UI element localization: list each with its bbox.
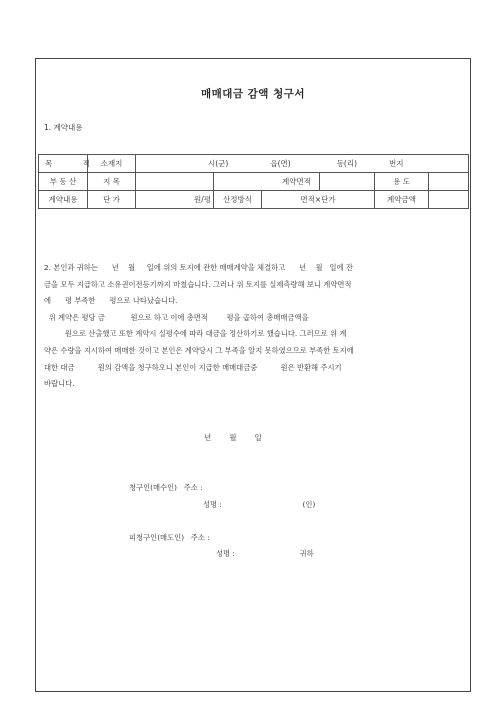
contract-amount-value [429, 191, 469, 209]
table-row [39, 173, 469, 191]
date-line [204, 432, 262, 443]
table-row [39, 191, 469, 209]
area-value [320, 173, 375, 191]
claimant-name-line [203, 500, 315, 510]
claimant-address-line [129, 483, 203, 493]
section-contract-heading: 1. 계약내용 [44, 123, 83, 132]
area-label: 계약면적 [214, 173, 320, 191]
unit-price-value: 원/평 [136, 191, 214, 209]
document-frame [35, 58, 471, 692]
body-line: 위 계약은 평당 금 원으로 하고 이에 총면적 평을 곱하여 총매매금액을 [44, 312, 309, 322]
location-label: 소재지 [88, 155, 136, 173]
use-label: 용 도 [375, 173, 429, 191]
body-line: 에 평 부족한 평으로 나타났습니다. [44, 296, 178, 306]
date-year: 년 [204, 433, 212, 442]
document-title: 매매대금 감액 청구서 [200, 88, 306, 100]
claimant-name-label: 성명 : [203, 500, 222, 509]
jimok-label: 지 목 [88, 173, 136, 191]
respondent-name-line [216, 549, 314, 559]
claimant-label: 청구인(매수인) [129, 483, 177, 492]
formula-value: 면적×단가 [262, 191, 375, 209]
claimant-address-label: 주소 : [183, 483, 203, 492]
body-line: 원으로 산출했고 또한 계약시 실평수에 따라 대금을 정산하기로 했습니다. 그러므로 위 계 [44, 329, 347, 339]
jimok-value [136, 173, 214, 191]
date-month: 월 [229, 433, 237, 442]
date-day: 일 [254, 433, 262, 442]
respondent-address-line [129, 533, 210, 543]
claimant-seal: (인) [302, 500, 316, 509]
beonji-label: 번지 [389, 159, 404, 168]
respondent-name-label: 성명 : [216, 549, 235, 558]
contract-table [38, 154, 469, 209]
body-line: 금을 모두 지급하고 소유권이전등기까지 마쳤습니다. 그러나 위 토지를 실제측량해 보니 계약면적 [44, 279, 352, 289]
respondent-honorific: 귀하 [299, 549, 314, 558]
claim-body [44, 260, 466, 393]
eup-label: 읍(면) [270, 159, 291, 168]
location-value [136, 155, 469, 173]
si-label: 시(군) [208, 159, 229, 168]
label-contract-content: 계약내용 [39, 191, 88, 209]
contract-amount-label: 계약금액 [375, 191, 429, 209]
unit-price-label: 단 가 [88, 191, 136, 209]
respondent-address-label: 주소 : [190, 533, 210, 542]
body-line: 대한 대금 원의 감액을 청구하오니 본인이 지급한 매매대금중 원은 반환해 주시기 [44, 362, 342, 372]
label-realestate: 부 동 산 [39, 173, 88, 191]
use-value [429, 173, 469, 191]
body-line: 약은 수량을 지시하여 매매한 것이고 본인은 계약당시 그 부족을 알지 못하였으므로 부족한 토지에 [44, 345, 354, 355]
table-row [39, 155, 469, 173]
label-purpose: 목 적 [39, 155, 88, 173]
respondent-label: 피청구인(매도인) [129, 533, 185, 542]
calc-method-label: 산정방식 [214, 191, 262, 209]
dong-label: 동(리) [336, 159, 358, 168]
body-line: 바랍니다. [44, 379, 75, 389]
body-line: 2. 본인과 귀하는 년 월 일에 위의 토지에 관한 매매계약을 체결하고 년 월 일에 잔 [44, 263, 353, 272]
